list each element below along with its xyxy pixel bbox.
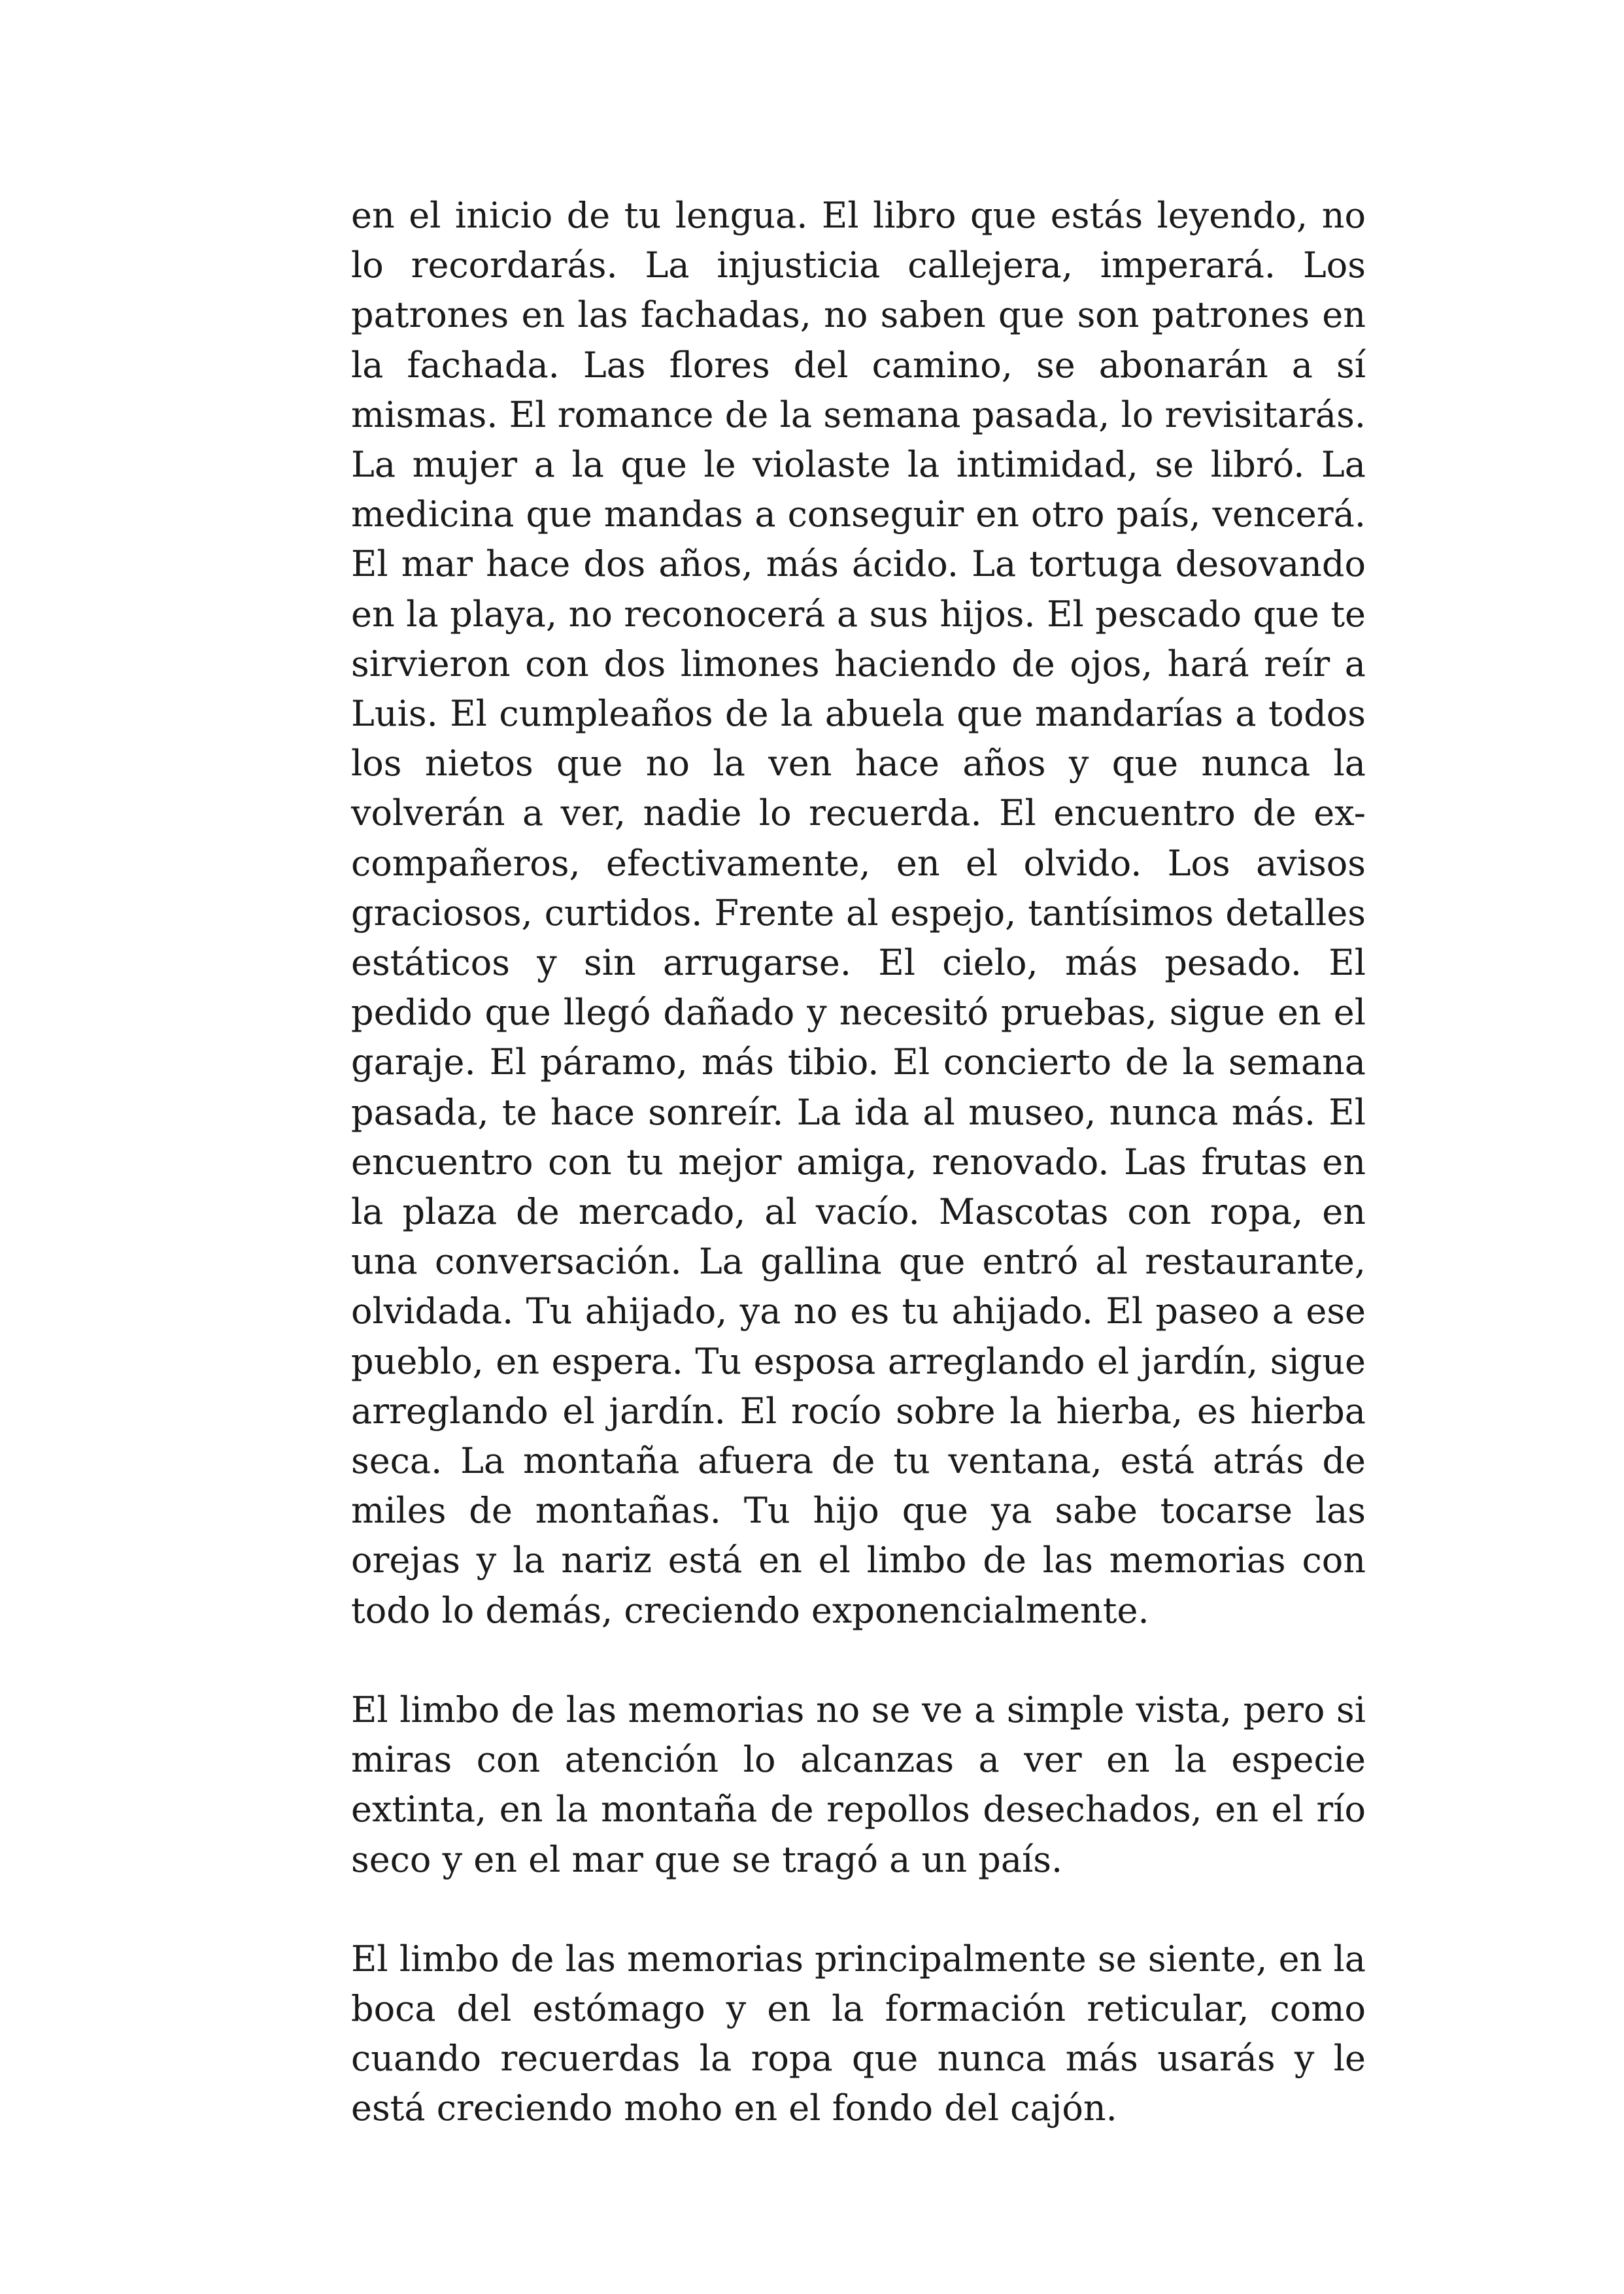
paragraph-2: El limbo de las memorias no se ve a simple vista, pero si miras con atención lo alcanzas a ver en la especie extinta, en la montaña de repollos desechados, en el río seco y en el mar que se tragó a un país. <box>351 1689 1366 1880</box>
paragraph-1: en el inicio de tu lengua. El libro que estás leyendo, no lo recordarás. La injusticia callejera, imperará. Los patrones en las fachadas, no saben que son patrones en la fachada. Las flores del camino, se abonarán a sí mismas. El romance de la semana pasada, lo revisitarás. La mujer a la que le violaste la intimidad, se libró. La medicina que mandas a conseguir en otro país, vencerá. El mar hace dos años, más ácido. La tortuga desovando en la playa, no reconocerá a sus hijos. El pescado que te sirvieron con dos limones haciendo de ojos, hará reír a Luis. El cumpleaños de la abuela que mandarías a todos los nietos que no la ven hace años y que nunca la volverán a ver, nadie lo recuerda. El encuentro de ex-compañeros, efectivamente, en el olvido. Los avisos graciosos, curtidos. Frente al espejo, tantísimos detalles estáticos y sin arrugarse. El cielo, más pesado. El pedido que llegó dañado y necesitó pruebas, sigue en el garaje. El páramo, más tibio. El concierto de la semana pasada, te hace sonreír. La ida al museo, nunca más. El encuentro con tu mejor amiga, renovado. Las frutas en la plaza de mercado, al vacío. Mascotas con ropa, en una conversación. La gallina que entró al restaurante, olvidada. Tu ahijado, ya no es tu ahijado. El paseo a ese pueblo, en espera. Tu esposa arreglando el jardín, sigue arreglando el jardín. El rocío sobre la hierba, es hierba seca. La montaña afuera de tu ventana, está atrás de miles de montañas. Tu hijo que ya sabe tocarse las orejas y la nariz está en el limbo de las memorias con todo lo demás, creciendo exponencialmente. <box>351 195 1366 1631</box>
paragraph-3: El limbo de las memorias principalmente se siente, en la boca del estómago y en la formación reticular, como cuando recuerdas la ropa que nunca más usarás y le está creciendo moho en el fondo del cajón. <box>351 1938 1366 2129</box>
body-text <box>351 191 1366 2134</box>
